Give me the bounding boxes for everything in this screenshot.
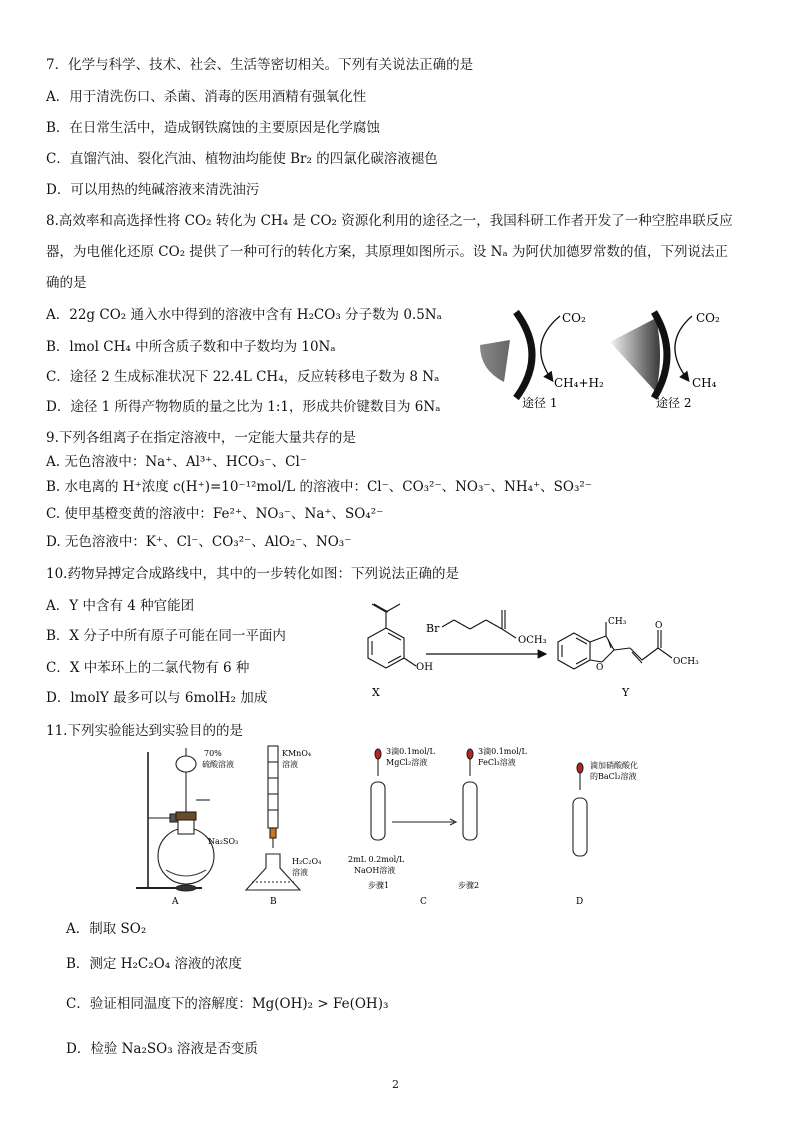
y-methoxy: OCH₃ [673,657,699,667]
reagent-bromine: Br [426,622,440,635]
a-label: A [172,897,179,907]
y-ring-oxygen: O [596,663,604,673]
c-fecl3-line1: 3滴0.1mol/L [478,747,527,756]
d-reagent-line2: 的BaCl₂溶液 [590,772,637,781]
q11-option-d: D．检验 Na₂SO₃ 溶液是否变质 [66,1041,258,1057]
apparatus-d [573,763,587,856]
cavity-1-shell [516,312,532,398]
page-number: 2 [392,1078,399,1091]
b-label: B [270,897,277,907]
c-step1-label: 步骤1 [368,881,390,890]
q11-apparatus-figure [130,742,660,910]
q11-option-a: A．制取 SO₂ [66,921,147,937]
cavity-1-fill [480,340,510,382]
q10-option-b: B．X 分子中所有原子可能在同一平面内 [46,628,286,644]
q9-option-b: B. 水电离的 H⁺浓度 c(H⁺)=10⁻¹²mol/L 的溶液中：Cl⁻、CO₃²⁻、NO₃⁻、NH₄⁺、SO₃²⁻ [46,479,592,495]
a-acid-line2: 硫酸溶液 [202,760,234,769]
d-reagent-line1: 滴加硝酸酸化 [590,761,638,770]
c-step2-label: 步骤2 [458,881,480,890]
reagent-methoxy: OCH₃ [518,635,547,646]
q7-option-a: A．用于清洗伤口、杀菌、消毒的医用酒精有强氧化性 [46,89,367,105]
q10-stem: 10.药物异搏定合成路线中，其中的一步转化如图：下列说法正确的是 [46,566,459,582]
pathway-1-co2: CO₂ [562,311,586,325]
b-oxalic-line2: 溶液 [292,868,308,877]
compound-x [368,604,416,668]
y-methyl: CH₃ [608,617,627,627]
q8-option-d: D．途径 1 所得产物物质的量之比为 1:1，形成共价键数目为 6Nₐ [46,399,441,415]
q11-option-c: C．验证相同温度下的溶解度：Mg(OH)₂ > Fe(OH)₃ [66,996,389,1012]
q10-option-a: A．Y 中含有 4 种官能团 [46,598,195,614]
q7-option-b: B．在日常生活中，造成钢铁腐蚀的主要原因是化学腐蚀 [46,120,380,136]
cavity-1-arrow [541,316,560,380]
q8-option-b: B．lmol CH₄ 中所含质子数和中子数均为 10Nₐ [46,339,336,355]
pathway-2-co2: CO₂ [696,311,720,325]
q9-option-d: D. 无色溶液中：K⁺、Cl⁻、CO₃²⁻、AlO₂⁻、NO₃⁻ [46,534,352,550]
c-mgcl2-line1: 3滴0.1mol/L [386,747,435,756]
q10-reaction-scheme [330,598,770,710]
c-label: C [420,897,427,907]
cavity-2-fill [610,318,660,392]
c-naoh-line1: 2mL 0.2mol/L [348,855,405,864]
pathway-1-product: CH₄+H₂ [554,376,604,390]
q10-option-c: C．X 中苯环上的二氯代物有 6 种 [46,660,250,676]
q11-option-b: B．测定 H₂C₂O₄ 溶液的浓度 [66,956,242,972]
b-oxalic-line1: H₂C₂O₄ [292,857,322,866]
q10-option-d: D．lmolY 最多可以与 6molH₂ 加成 [46,690,268,706]
x-label: X [372,686,380,699]
pathway-1-label: 途径 1 [522,396,558,410]
q8-stem-line2: 器，为电催化还原 CO₂ 提供了一种可行的转化方案，其原理如图所示。设 Nₐ 为阿伏加德罗常数的值，下列说法正 [46,244,728,260]
c-fecl3-line2: FeCl₃溶液 [478,758,516,767]
c-naoh-line2: NaOH溶液 [354,866,396,875]
q7-option-c: C．直馏汽油、裂化汽油、植物油均能使 Br₂ 的四氯化碳溶液褪色 [46,151,438,167]
q7-option-d: D．可以用热的纯碱溶液来清洗油污 [46,182,260,198]
q11-stem: 11.下列实验能达到实验目的的是 [46,723,243,739]
pathway-2-label: 途径 2 [656,396,692,410]
c-mgcl2-line2: MgCl₂溶液 [386,758,428,767]
d-label: D [576,897,584,907]
a-acid-line1: 70% [204,749,222,758]
q8-stem-line1: 8.高效率和高选择性将 CO₂ 转化为 CH₄ 是 CO₂ 资源化利用的途径之一，我国科研工作者开发了一种空腔串联反应 [46,213,733,229]
y-label: Y [622,686,630,699]
x-hydroxyl: OH [416,662,433,673]
q9-option-a: A. 无色溶液中：Na⁺、Al³⁺、HCO₃⁻、Cl⁻ [46,454,307,470]
pathway-2-product: CH₄ [692,376,717,390]
a-salt-label: Na₂SO₃ [208,837,239,846]
b-kmno4-line2: 溶液 [282,760,298,769]
q9-stem: 9.下列各组离子在指定溶液中，一定能大量共存的是 [46,430,356,446]
y-carbonyl-oxygen: O [655,621,663,631]
b-kmno4-line1: KMnO₄ [282,749,312,758]
q8-reactor-figure [470,300,760,415]
q7-stem: 7．化学与科学、技术、社会、生活等密切相关。下列有关说法正确的是 [46,57,474,73]
q8-option-a: A．22g CO₂ 通入水中得到的溶液中含有 H₂CO₃ 分子数为 0.5Nₐ [46,307,442,323]
cavity-2-arrow [675,316,692,380]
q8-stem-line3: 确的是 [46,275,87,291]
q8-option-c: C．途径 2 生成标准状况下 22.4L CH₄，反应转移电子数为 8 Nₐ [46,369,440,385]
apparatus-a [136,748,214,891]
q9-option-c: C. 使甲基橙变黄的溶液中：Fe²⁺、NO₃⁻、Na⁺、SO₄²⁻ [46,506,384,522]
reagent-bromoester [442,610,516,638]
